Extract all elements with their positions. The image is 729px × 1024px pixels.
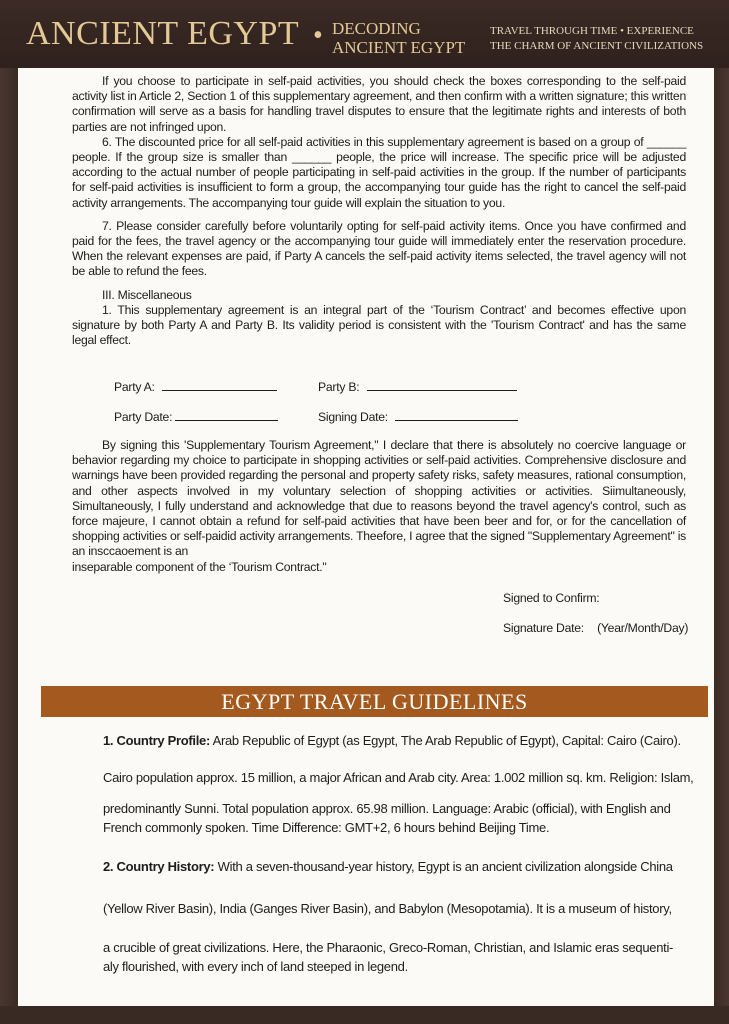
country-history-line-4: aly flourished, with every inch of land steeped in legend.	[103, 959, 408, 974]
country-profile-line-1	[103, 732, 687, 750]
party-a-label: Party A:	[114, 380, 155, 394]
country-profile-line-4: French commonly spoken. Time Difference: GMT+2, 6 hours behind Beijing Time.	[103, 820, 550, 835]
country-profile-text-1: Arab Republic of Egypt (as Egypt, The Arab Republic of Egypt), Capital: Cairo (Cairo).	[212, 733, 681, 748]
tagline-line2: THE CHARM OF ANCIENT CIVILIZATIONS	[490, 40, 704, 52]
country-history-line-1	[103, 858, 687, 876]
party-date-line[interactable]	[175, 409, 278, 421]
party-b-signature-line[interactable]	[367, 379, 517, 391]
brand-title: ANCIENT EGYPT	[26, 15, 300, 52]
signed-to-confirm: Signed to Confirm:	[503, 591, 600, 605]
misc-heading: III. Miscellaneous	[102, 287, 192, 302]
contract-text	[72, 74, 686, 348]
paragraph-declaration-end: inseparable component of the ‘Tourism Contract."	[72, 559, 327, 574]
paragraph-7: 7. Please consider carefully before voluntarily opting for self-paid activity items. Once you have confirmed and paid for the fees, the travel agency or the accompanying tour guide will immediately enter the reservation procedure. When the relevant expenses are paid, if Party A cancels the self-paid activity items selected, the travel agency will not be able to refund the fees.	[72, 218, 686, 279]
brand-subtitle-line2: ANCIENT EGYPT	[332, 38, 466, 57]
paper-border-right	[714, 68, 729, 1024]
party-a-signature-line[interactable]	[162, 379, 277, 391]
country-profile-line-3: predominantly Sunni. Total population approx. 65.98 million. Language: Arabic (official), with English and	[103, 801, 671, 816]
tagline	[490, 24, 703, 54]
signature-date-label: Signature Date:	[503, 621, 584, 635]
declaration-text	[72, 438, 686, 575]
signing-date-label: Signing Date:	[318, 410, 388, 424]
party-date-field	[114, 409, 278, 424]
country-profile-line-2: Cairo population approx. 15 million, a major African and Arab city. Area: 1.002 million sq. km. Religion: Islam,	[103, 770, 694, 785]
header-band	[0, 0, 729, 68]
footer-band	[0, 1006, 729, 1024]
tagline-line1: TRAVEL THROUGH TIME • EXPERIENCE	[490, 25, 694, 37]
paper-border-left	[0, 68, 18, 1024]
paragraph-intro: If you choose to participate in self-paid activities, you should check the boxes corresponding to the self-paid activity list in Article 2, Section 1 of this supplementary agreement, and then confirm with a written signature; this written confirmation will serve as a basis for handling travel disputes to ensure that the legitimate rights and interests of both parties are not infringed upon.	[72, 74, 686, 134]
paragraph-misc-1: 1. This supplementary agreement is an integral part of the ‘Tourism Contract’ and becomes effective upon signature by both Party A and Party B. Its validity period is consistent with the 'Tourism Contract' and has the same legal effect.	[72, 302, 686, 348]
signing-date-line[interactable]	[395, 409, 518, 421]
signature-date-format: (Year/Month/Day)	[597, 621, 689, 635]
country-history-line-3: a crucible of great civilizations. Here, the Pharaonic, Greco-Roman, Christian, and Islamic eras sequenti-	[103, 940, 674, 955]
country-history-text-1: With a seven-thousand-year history, Egypt is an ancient civilization alongside China	[217, 859, 673, 874]
guidelines-banner: EGYPT TRAVEL GUIDELINES	[41, 686, 708, 717]
country-history-label: 2. Country History:	[103, 859, 215, 874]
paragraph-declaration: By signing this 'Supplementary Tourism Agreement," I declare that there is absolutely no coercive language or behavior regarding my choice to participate in shopping activities or self-paid activities. Comprehensive disclosure and warnings have been provided regarding the personal and property safety risks, safety measures, rational consumption, and other aspects involved in my voluntary selection of shopping activities or activities. Siimultaneously, Simultaneously, I fully understand and acknowledge that due to reasons beyond the travel agency's control, such as force majeure, I cannot obtain a refund for self-paid activities that have been beer and for, or for the cancellation of shopping activities or self-paidid activity arrangements. Theefore, I agree that the signed "Supplementary Agreement" is an insccaoement is an	[72, 438, 686, 559]
brand-subtitle	[332, 19, 465, 57]
party-b-field	[318, 379, 517, 394]
country-profile-label: 1. Country Profile:	[103, 733, 210, 748]
party-date-label: Party Date:	[114, 410, 173, 424]
party-a-field	[114, 379, 277, 394]
signing-date-field	[318, 409, 518, 424]
signature-date-row	[503, 621, 688, 635]
paragraph-6: 6. The discounted price for all self-paid activities in this supplementary agreement is based on a group of ______ people. If the group size is smaller than ______ people, the price will increase. The specific price will be adjusted according to the actual number of people participating in self-paid activities in the group. If the number of participants for self-paid activities is insufficient to form a group, the accompanying tour guide has the right to cancel the self-paid activity arrangements. The accompanying tour guide will explain the situation to you.	[72, 134, 686, 210]
brand-separator: •	[313, 20, 323, 51]
country-history-line-2: (Yellow River Basin), India (Ganges River Basin), and Babylon (Mesopotamia). It is a museum of history,	[103, 901, 672, 916]
brand-subtitle-line1: DECODING	[332, 19, 421, 38]
party-b-label: Party B:	[318, 380, 360, 394]
